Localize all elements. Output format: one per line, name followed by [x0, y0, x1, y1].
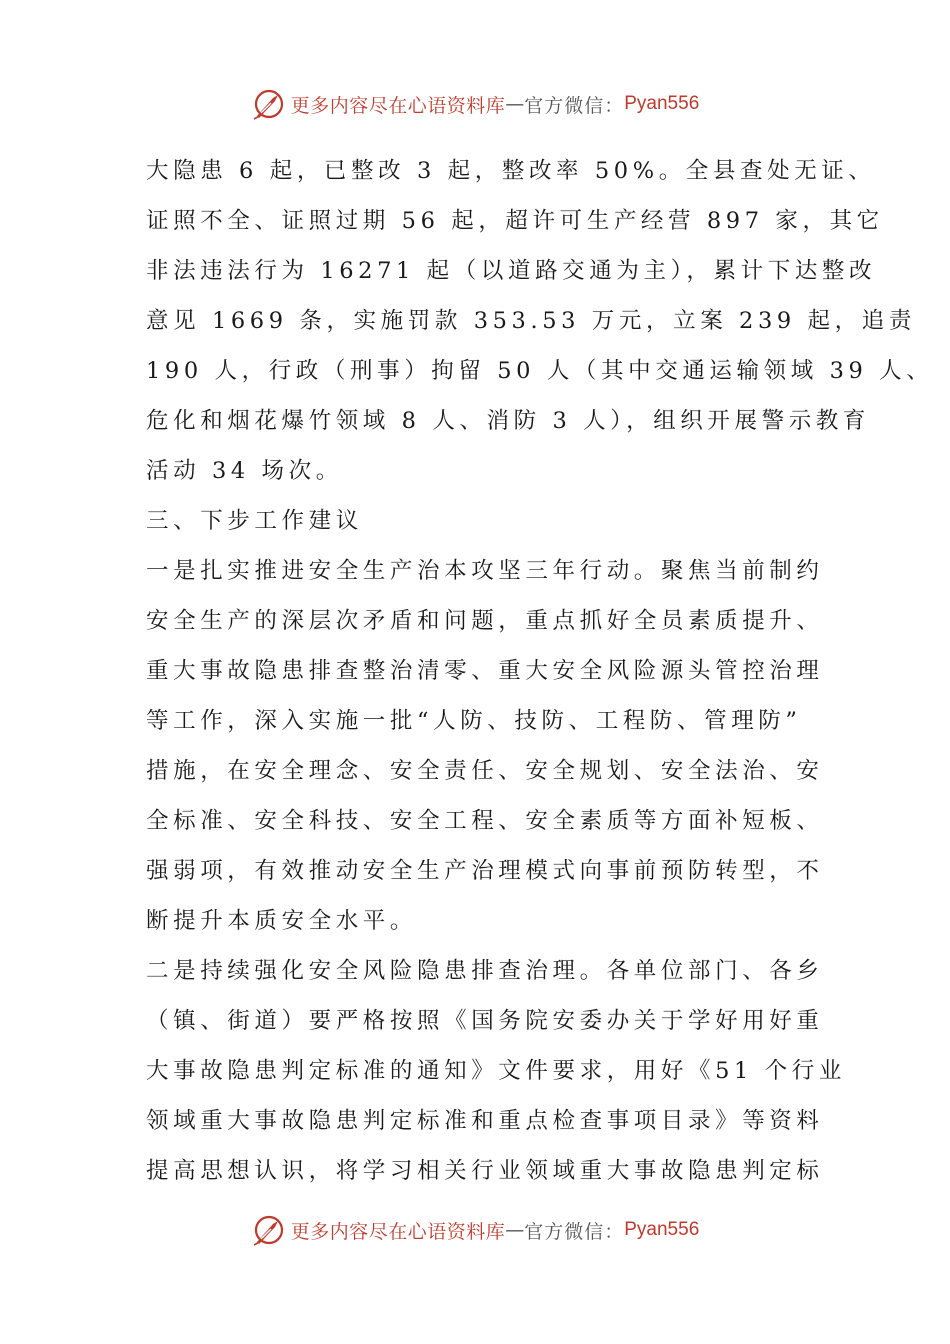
- text-line: 非法违法行为 16271 起（以道路交通为主），累计下达整改: [146, 258, 877, 284]
- footer-watermark: [0, 1210, 950, 1250]
- watermark-wechat-id: Pyan556: [624, 93, 700, 114]
- text-line: 意见 1669 条，实施罚款 353.53 万元，立案 239 起，追责: [146, 308, 916, 334]
- watermark-brand: 更多内容尽在心语资料库: [290, 1220, 506, 1243]
- text-line: 二是持续强化安全风险隐患排查治理。各单位部门、各乡: [146, 958, 824, 984]
- watermark-dash: —: [505, 1219, 525, 1241]
- document-body: [146, 146, 934, 1196]
- text-line: 证照不全、证照过期 56 起，超许可生产经营 897 家，其它: [146, 208, 884, 234]
- section-heading: 三、下步工作建议: [146, 508, 363, 534]
- text-line: 重大事故隐患排查整治清零、重大安全风险源头管控治理: [146, 658, 824, 684]
- watermark-dash: —: [505, 93, 525, 115]
- text-line: 强弱项，有效推动安全生产治理模式向事前预防转型，不: [146, 858, 824, 884]
- text-line: 危化和烟花爆竹领域 8 人、消防 3 人），组织开展警示教育: [146, 408, 870, 434]
- text-line: 大事故隐患判定标准的通知》文件要求，用好《51 个行业: [146, 1058, 846, 1084]
- pen-nib-logo-icon: [251, 1212, 287, 1248]
- watermark-label: 官方微信：: [524, 1220, 625, 1243]
- text-line: 措施，在安全理念、安全责任、安全规划、安全法治、安: [146, 758, 824, 784]
- text-line: 安全生产的深层次矛盾和问题，重点抓好全员素质提升、: [146, 608, 824, 634]
- text-line: 等工作，深入实施一批“人防、技防、工程防、管理防”: [146, 708, 802, 734]
- text-line: 全标准、安全科技、安全工程、安全素质等方面补短板、: [146, 808, 824, 834]
- pen-nib-logo-icon: [251, 86, 287, 122]
- watermark-brand: 更多内容尽在心语资料库: [290, 94, 506, 117]
- watermark-wechat-id: Pyan556: [624, 1219, 700, 1240]
- text-line: 领域重大事故隐患判定标准和重点检查事项目录》等资料: [146, 1108, 824, 1134]
- text-line: 190 人，行政（刑事）拘留 50 人（其中交通运输领域 39 人、: [146, 358, 934, 384]
- text-line: 断提升本质安全水平。: [146, 908, 418, 934]
- text-line: 提高思想认识，将学习相关行业领域重大事故隐患判定标: [146, 1158, 824, 1184]
- text-line: 一是扎实推进安全生产治本攻坚三年行动。聚焦当前制约: [146, 558, 824, 584]
- watermark-label: 官方微信：: [524, 94, 625, 117]
- text-line: （镇、街道）要严格按照《国务院安委办关于学好用好重: [146, 1008, 824, 1034]
- header-watermark: [0, 84, 950, 124]
- text-line: 大隐患 6 起，已整改 3 起，整改率 50%。全县查处无证、: [146, 158, 876, 184]
- text-line: 活动 34 场次。: [146, 458, 343, 484]
